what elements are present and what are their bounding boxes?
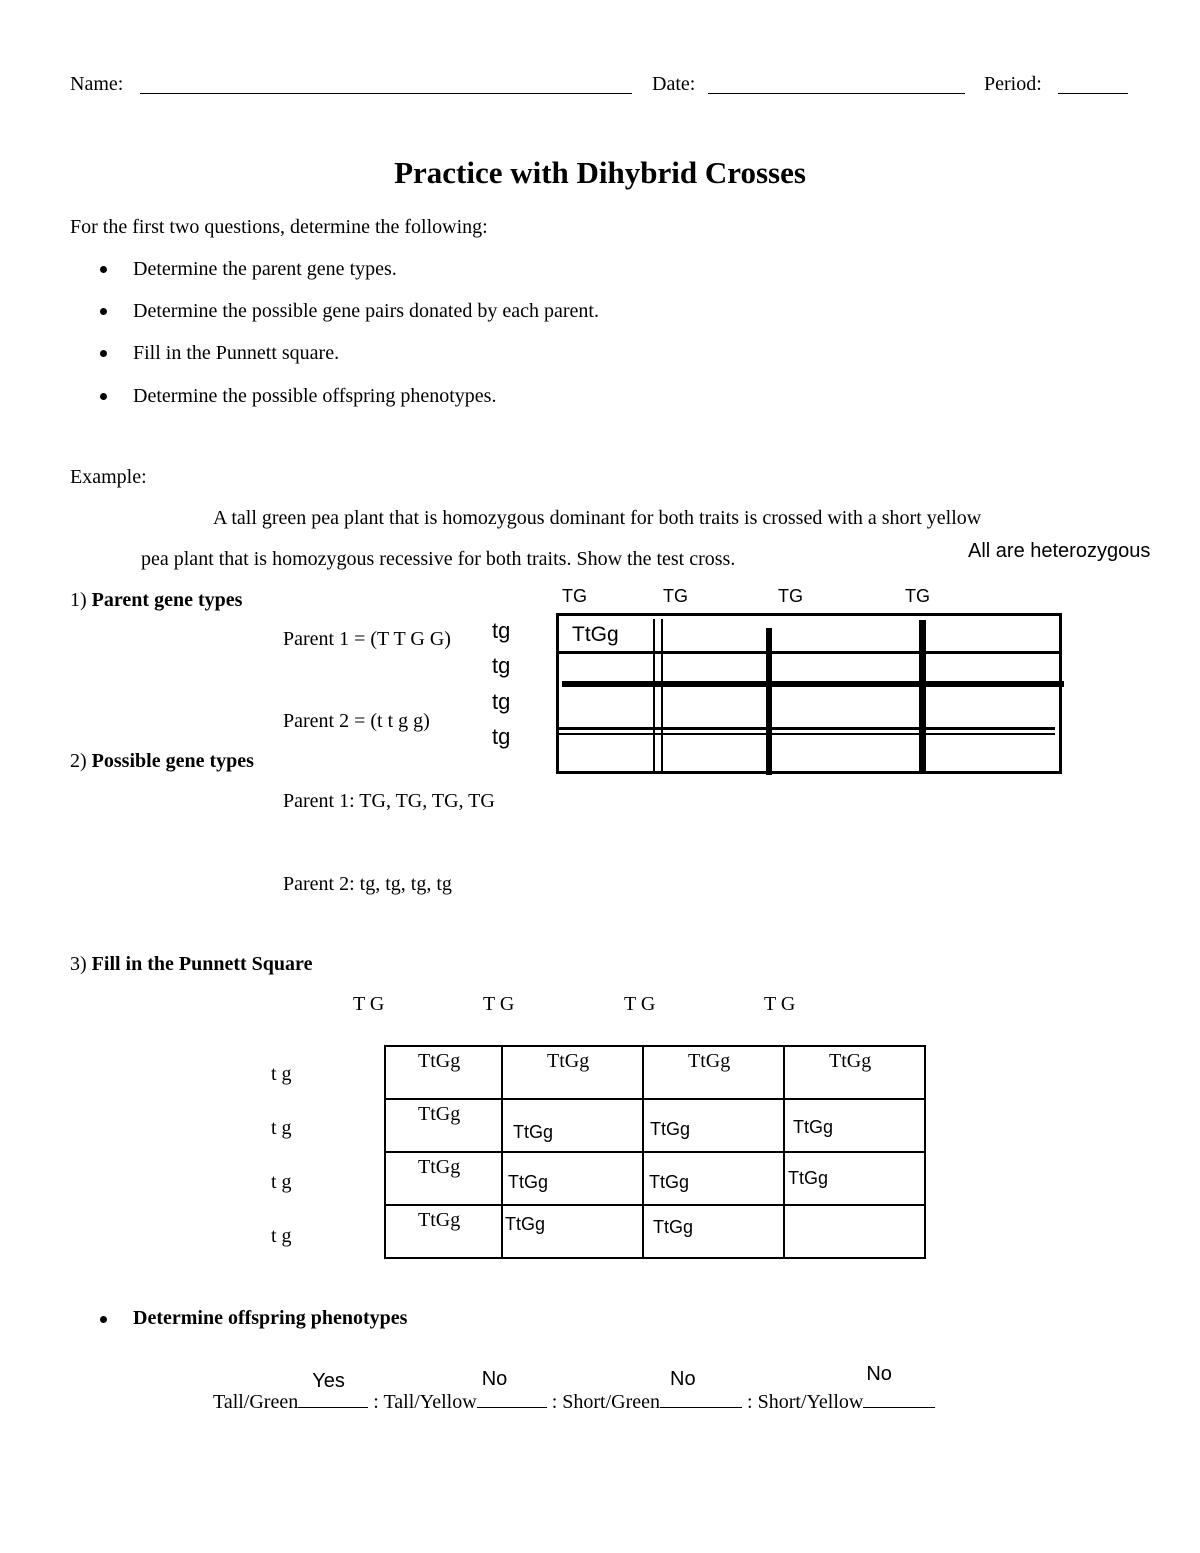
parent-1-genotype: Parent 1 = (T T G G)	[283, 628, 451, 650]
sketch-row-header: tg	[492, 724, 511, 749]
example-text-line-2: pea plant that is homozygous recessive for both traits. Show the test cross.	[141, 548, 736, 570]
punnett-cell[interactable]	[643, 1046, 784, 1099]
sketch-row-divider	[559, 727, 1055, 730]
period-label: Period:	[984, 73, 1042, 95]
punnett-cell-text: TtGg	[418, 1156, 461, 1178]
punnett-row-header: t g	[271, 1171, 292, 1193]
example-label: Example:	[70, 466, 147, 488]
parent-2-genotype: Parent 2 = (t t g g)	[283, 710, 430, 732]
parent-1-gametes: Parent 1: TG, TG, TG, TG	[283, 790, 495, 812]
punnett-col-header: T G	[764, 993, 796, 1015]
punnett-cell-text: TtGg	[418, 1209, 461, 1231]
separator: :	[551, 1391, 558, 1413]
punnett-row-header: t g	[271, 1063, 292, 1085]
name-label: Name:	[70, 73, 124, 95]
sketch-row-divider	[559, 651, 1059, 654]
short-yellow-answer: No	[866, 1363, 892, 1385]
punnett-square	[384, 1045, 926, 1259]
sketch-row-divider	[562, 681, 1064, 687]
section-3-heading	[70, 953, 312, 976]
section-2-heading	[70, 750, 254, 773]
section-1-number: 1)	[70, 589, 87, 611]
instruction-item: Determine the parent gene types.	[133, 258, 397, 280]
section-1-heading	[70, 589, 242, 612]
punnett-cell-text: TtGg	[650, 1119, 691, 1139]
section-3-title: Fill in the Punnett Square	[91, 953, 313, 975]
punnett-cell[interactable]	[385, 1046, 502, 1099]
punnett-cell-text: TtGg	[418, 1103, 461, 1125]
punnett-cell[interactable]	[784, 1205, 925, 1258]
punnett-cell[interactable]	[502, 1205, 643, 1258]
punnett-col-header: T G	[483, 993, 515, 1015]
instruction-item: Fill in the Punnett square.	[133, 342, 340, 364]
punnett-row	[385, 1046, 925, 1099]
punnett-cell[interactable]	[502, 1099, 643, 1152]
bullet-icon	[100, 266, 107, 273]
punnett-cell[interactable]	[502, 1046, 643, 1099]
sketch-square-border	[556, 613, 1062, 774]
punnett-cell-text: TtGg	[788, 1168, 829, 1188]
section-1-title: Parent gene types	[91, 589, 243, 611]
punnett-cell-text: TtGg	[653, 1217, 694, 1237]
punnett-cell[interactable]	[502, 1152, 643, 1205]
sketch-row-divider	[559, 733, 1055, 735]
date-label: Date:	[652, 73, 696, 95]
tall-green-label: Tall/Green	[213, 1391, 299, 1413]
handwritten-note: All are heterozygous	[968, 540, 1151, 562]
sketch-col-header: TG	[905, 586, 930, 606]
punnett-cell[interactable]	[643, 1205, 784, 1258]
example-text-line-1: A tall green pea plant that is homozygous dominant for both traits is crossed with a short yellow	[213, 507, 982, 529]
sketch-cell: TtGg	[572, 623, 619, 646]
punnett-cell[interactable]	[784, 1152, 925, 1205]
punnett-cell[interactable]	[784, 1046, 925, 1099]
short-green-answer-field[interactable]	[660, 1368, 742, 1408]
punnett-cell-text: TtGg	[793, 1117, 834, 1137]
sketch-col-header: TG	[562, 586, 587, 606]
punnett-col-header: T G	[353, 993, 385, 1015]
punnett-cell[interactable]	[385, 1205, 502, 1258]
punnett-cell-text: TtGg	[513, 1122, 554, 1142]
separator: :	[747, 1391, 753, 1413]
instruction-item: Determine the possible offspring phenotypes.	[133, 385, 497, 407]
instructions-intro: For the first two questions, determine the following:	[70, 216, 488, 238]
punnett-row-header: t g	[271, 1117, 292, 1139]
tall-yellow-answer: No	[481, 1368, 508, 1390]
punnett-row	[385, 1205, 925, 1258]
punnett-cell-text: TtGg	[688, 1050, 731, 1072]
tall-green-answer-field[interactable]	[298, 1370, 368, 1408]
bullet-icon	[100, 393, 107, 400]
section-3-number: 3)	[70, 953, 87, 975]
punnett-cell-text: TtGg	[829, 1050, 872, 1072]
bullet-icon	[100, 1316, 107, 1323]
sketch-col-divider	[919, 620, 926, 774]
short-green-label: Short/Green	[562, 1391, 661, 1413]
punnett-cell[interactable]	[643, 1152, 784, 1205]
tall-green-answer: Yes	[312, 1370, 345, 1392]
punnett-row	[385, 1152, 925, 1205]
bullet-icon	[100, 308, 107, 315]
punnett-cell[interactable]	[643, 1099, 784, 1152]
bullet-icon	[100, 350, 107, 357]
phenotypes-heading: Determine offspring phenotypes	[133, 1307, 408, 1329]
instruction-item: Determine the possible gene pairs donated by each parent.	[133, 300, 599, 322]
sketch-col-header: TG	[778, 586, 803, 606]
sketch-col-header: TG	[663, 586, 688, 606]
punnett-cell-text: TtGg	[508, 1172, 549, 1192]
punnett-row-header: t g	[271, 1225, 292, 1247]
date-blank-line[interactable]	[708, 93, 965, 94]
punnett-cell-text: TtGg	[547, 1050, 590, 1072]
sketch-row-header: tg	[492, 653, 511, 678]
short-yellow-answer-field[interactable]	[863, 1363, 935, 1408]
sketch-row-header: tg	[492, 689, 511, 714]
punnett-cell[interactable]	[385, 1152, 502, 1205]
tall-yellow-label: Tall/Yellow	[383, 1391, 477, 1413]
punnett-cell-text: TtGg	[418, 1050, 461, 1072]
section-2-number: 2)	[70, 750, 87, 772]
sketch-col-divider	[653, 619, 663, 772]
parent-2-gametes: Parent 2: tg, tg, tg, tg	[283, 873, 452, 895]
punnett-row	[385, 1099, 925, 1152]
phenotype-answer-line	[213, 1363, 935, 1414]
short-green-answer: No	[670, 1368, 696, 1390]
punnett-cell-text: TtGg	[649, 1172, 690, 1192]
name-blank-line[interactable]	[140, 93, 632, 94]
punnett-cell[interactable]	[784, 1099, 925, 1152]
period-blank-line[interactable]	[1058, 93, 1128, 94]
punnett-cell-text: TtGg	[505, 1214, 546, 1234]
tall-yellow-answer-field[interactable]	[477, 1368, 547, 1408]
punnett-col-header: T G	[624, 993, 656, 1015]
sketch-row-header: tg	[492, 618, 511, 643]
section-2-title: Possible gene types	[91, 750, 254, 772]
page-title: Practice with Dihybrid Crosses	[394, 155, 806, 190]
punnett-cell[interactable]	[385, 1099, 502, 1152]
short-yellow-label: Short/Yellow	[757, 1391, 864, 1413]
separator: :	[373, 1391, 379, 1413]
sketch-col-divider	[766, 628, 772, 775]
